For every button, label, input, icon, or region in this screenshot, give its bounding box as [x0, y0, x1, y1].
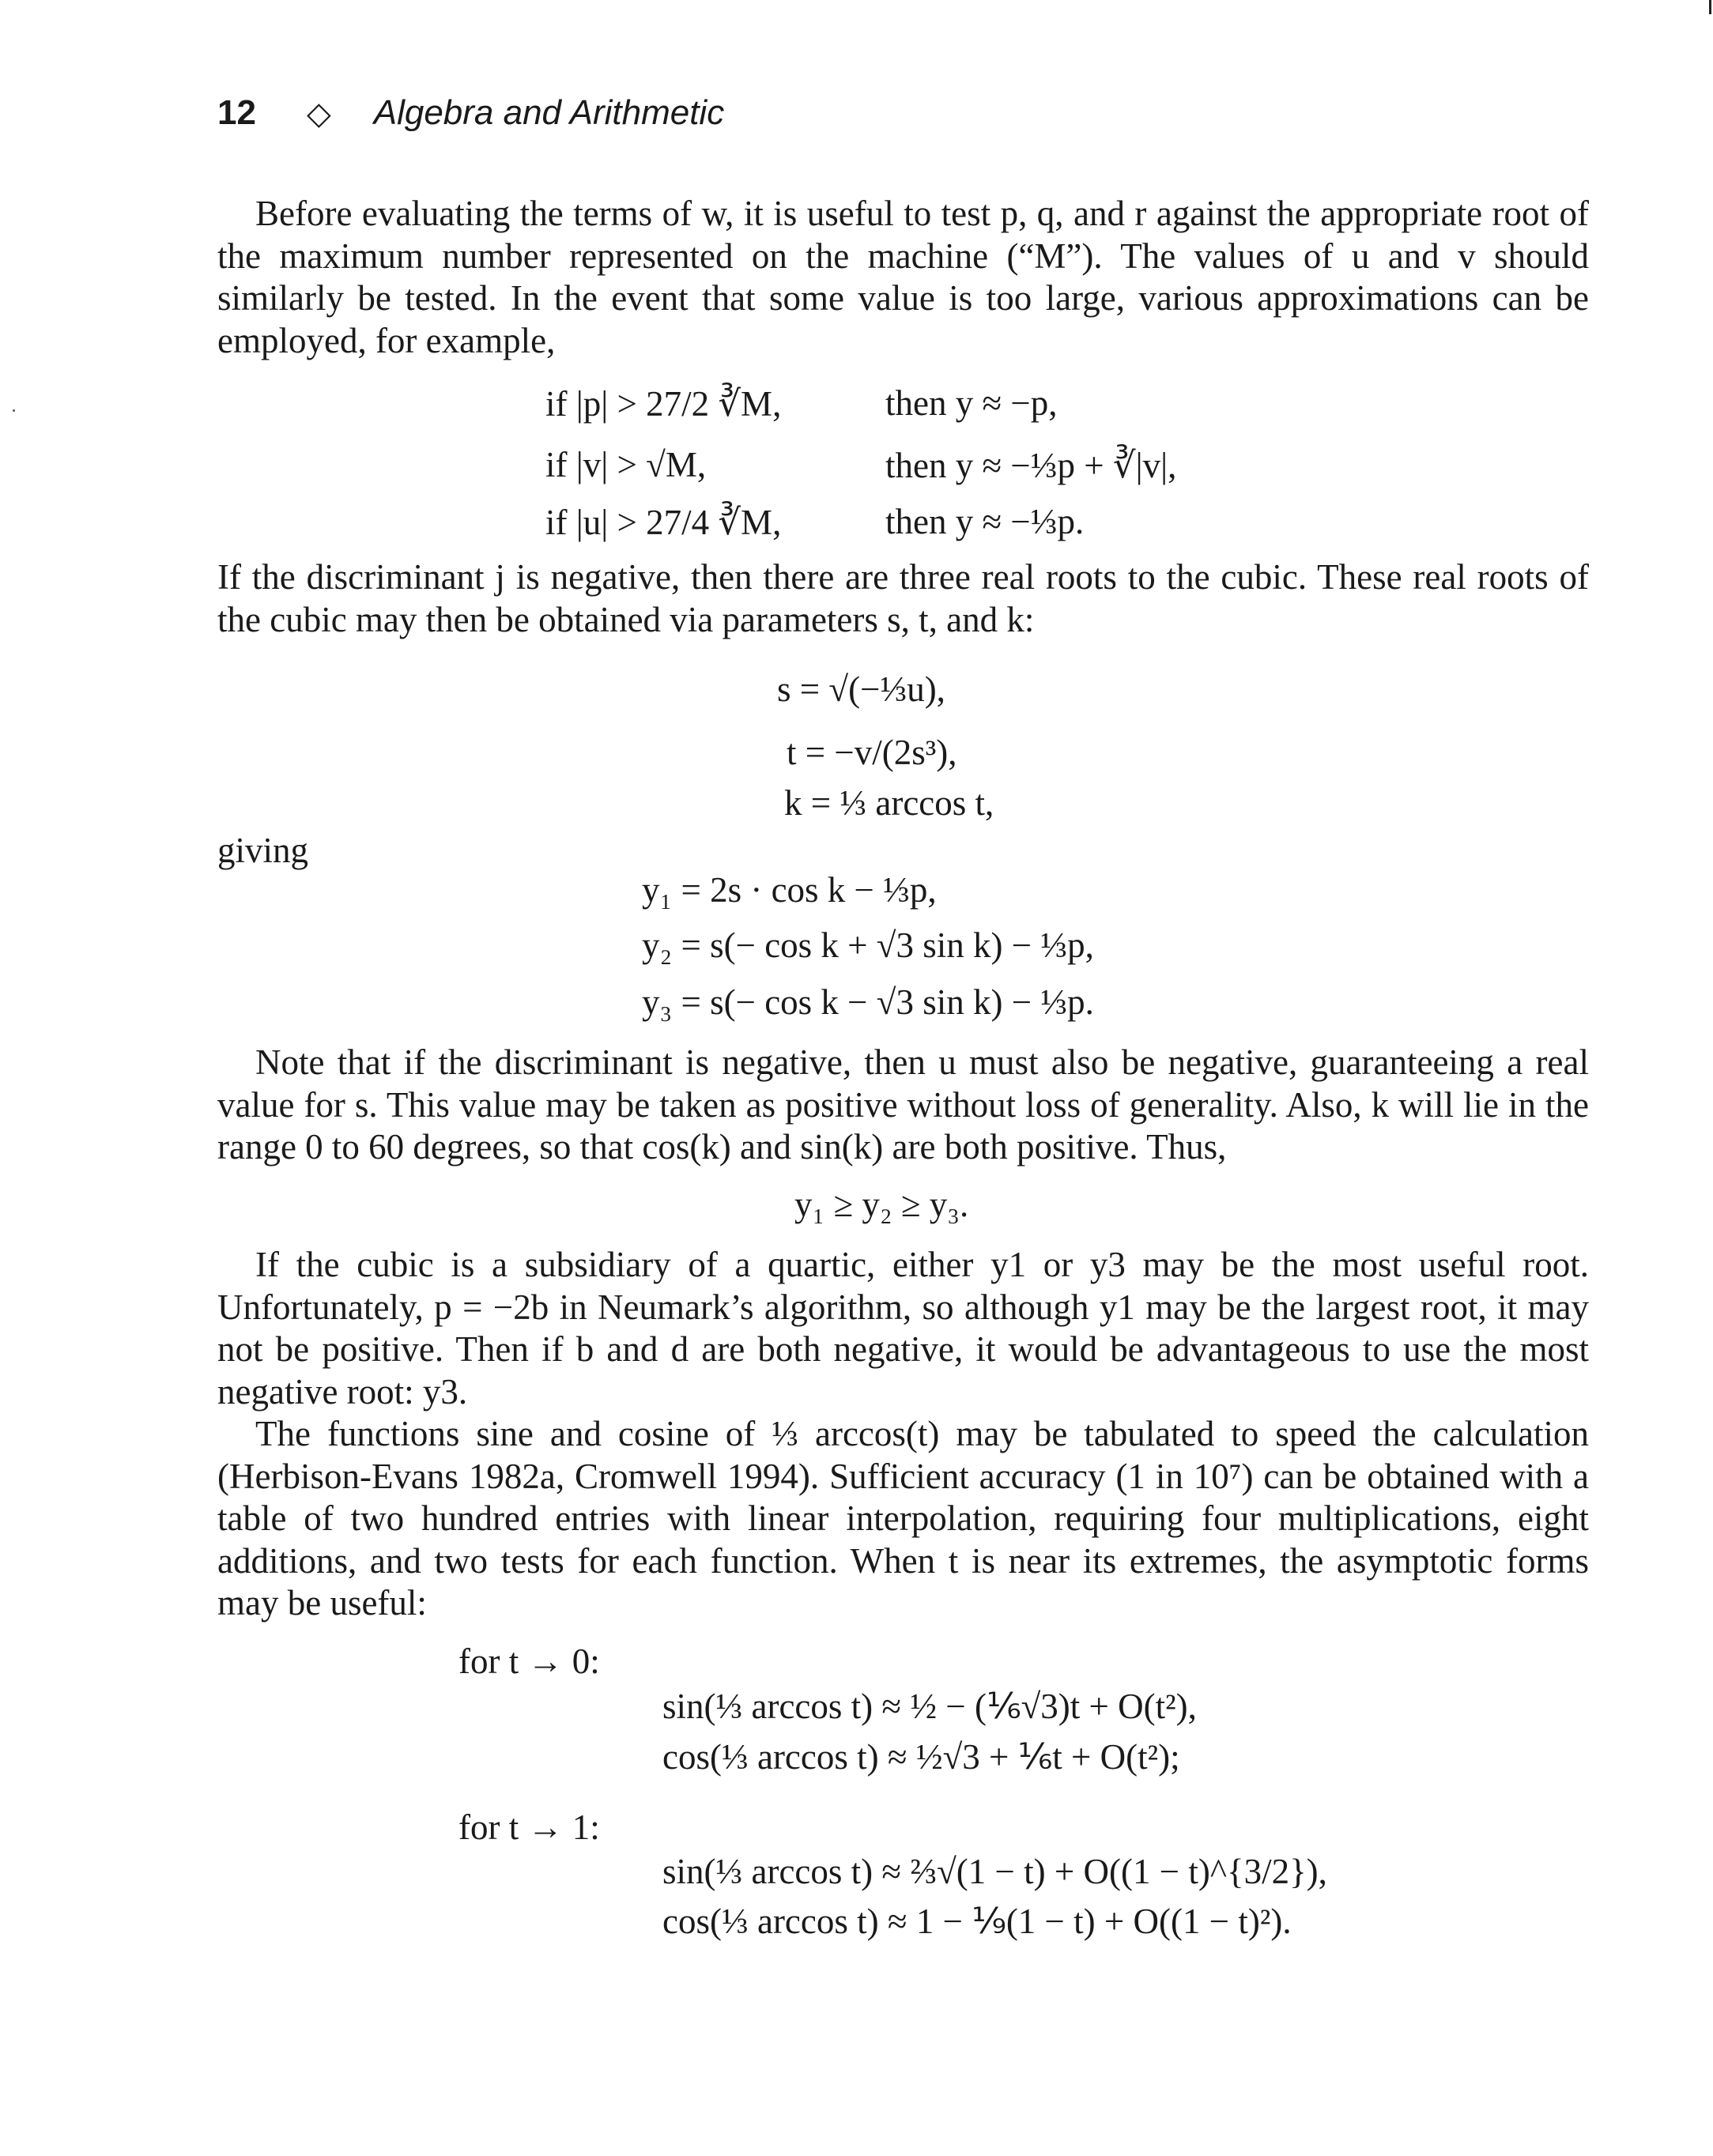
root-y3: y₃ = s(− cos k − √3 sin k) − ⅓p. — [642, 982, 1094, 1022]
sin-t0-equation: sin(⅓ arccos t) ≈ ½ − (⅙√3)t + O(t²), — [662, 1687, 1197, 1726]
section-title: Algebra and Arithmetic — [373, 93, 725, 132]
scan-mark — [1709, 0, 1711, 14]
approx-result-1: then y ≈ −p, — [885, 383, 1058, 423]
sin-t1-equation: sin(⅓ arccos t) ≈ ⅔√(1 − t) + O((1 − t)^{3/2}), — [662, 1852, 1327, 1891]
diamond-icon: ◇ — [306, 96, 331, 131]
page-header — [217, 93, 724, 133]
t-to-1-label: for t → 1: — [458, 1807, 600, 1847]
approx-cond-1: if |p| > 27/2 ∛M, — [545, 384, 782, 424]
paragraph-1: Before evaluating the terms of w, it is useful to test p, q, and r against the appropriate root of the maximum number represented on the machine (“M”). The values of u and v should similarly be tested. In the event that some value is too large, various approximations can be employed, for example, — [217, 194, 1589, 360]
ordering-equation: y₁ ≥ y₂ ≥ y₃. — [794, 1185, 969, 1224]
approx-cond-2: if |v| > √M, — [545, 445, 707, 484]
root-y2: y₂ = s(− cos k + √3 sin k) − ⅓p, — [642, 925, 1094, 965]
cos-t1-equation: cos(⅓ arccos t) ≈ 1 − ⅑(1 − t) + O((1 − t)²). — [662, 1902, 1292, 1941]
cos-t0-equation: cos(⅓ arccos t) ≈ ½√3 + ⅙t + O(t²); — [662, 1737, 1180, 1777]
paragraph-2: If the discriminant j is negative, then there are three real roots to the cubic. These real roots of the cubic may then be obtained via parameters s, t, and k: — [217, 557, 1589, 639]
root-y1: y₁ = 2s · cos k − ⅓p, — [642, 870, 937, 910]
giving-label: giving — [217, 831, 309, 870]
paragraph-4: If the cubic is a subsidiary of a quartic, either y1 or y3 may be the most useful root. Unfortunately, p = −2b in Neumark’s algorithm, so although y1 may be the largest root, it may not be positive. Then if b and d are both negative, it would be advantageous to use the most negative root: y3. — [217, 1245, 1589, 1412]
approx-result-2: then y ≈ −⅓p + ∛|v|, — [885, 446, 1177, 485]
param-t: t = −v/(2s³), — [787, 733, 957, 772]
approx-cond-3: if |u| > 27/4 ∛M, — [545, 503, 782, 542]
paragraph-3: Note that if the discriminant is negative, then u must also be negative, guaranteeing a real value for s. This value may be taken as positive without loss of generality. Also, k will lie in the range 0 to 60 degrees, so that cos(k) and sin(k) are both positive. Thus, — [217, 1042, 1589, 1167]
page-number: 12 — [217, 93, 256, 132]
scan-dot — [13, 409, 15, 412]
param-s: s = √(−⅓u), — [777, 669, 945, 709]
approx-result-3: then y ≈ −⅓p. — [885, 502, 1085, 541]
param-k: k = ⅓ arccos t, — [784, 783, 994, 823]
t-to-0-label: for t → 0: — [458, 1642, 600, 1681]
paragraph-5: The functions sine and cosine of ⅓ arccos(t) may be tabulated to speed the calculation (Herbison-Evans 1982a, Cromwell 1994). Sufficient accuracy (1 in 10⁷) can be obtained with a table of two hundred entries with linear interpolation, requiring four multiplications, eight additions, and two tests for each function. When t is near its extremes, the asymptotic forms may be useful: — [217, 1414, 1589, 1623]
